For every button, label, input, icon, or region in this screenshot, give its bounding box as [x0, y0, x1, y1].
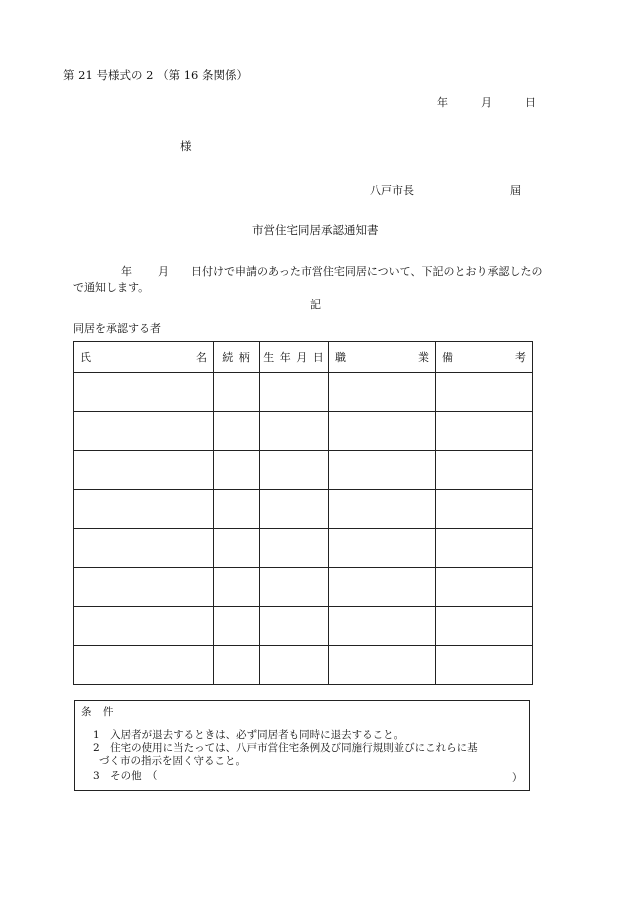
document-title: 市営住宅同居承認通知書 — [252, 223, 379, 237]
conditions-heading: 条 件 — [81, 706, 118, 718]
name-cell[interactable] — [74, 529, 214, 568]
relation-cell[interactable] — [214, 568, 260, 607]
ki-marker: 記 — [310, 298, 321, 311]
birthdate-cell[interactable] — [260, 412, 329, 451]
birthdate-cell[interactable] — [260, 568, 329, 607]
birthdate-cell[interactable] — [260, 607, 329, 646]
relation-cell[interactable] — [214, 529, 260, 568]
birthdate-cell[interactable] — [260, 451, 329, 490]
issuer-name: 八戸市長 — [370, 184, 414, 197]
notes-cell[interactable] — [436, 568, 533, 607]
notes-cell[interactable] — [436, 646, 533, 685]
birthdate-cell[interactable] — [260, 490, 329, 529]
condition-item-3: 3 その他 （ — [93, 770, 158, 782]
name-cell[interactable] — [74, 373, 214, 412]
birthdate-cell[interactable] — [260, 646, 329, 685]
name-cell[interactable] — [74, 568, 214, 607]
issuer — [370, 182, 521, 198]
table-row — [74, 490, 533, 529]
date-year: 年 — [437, 96, 448, 109]
conditions-box — [74, 700, 530, 791]
relation-cell[interactable] — [214, 412, 260, 451]
header-notes: 備 考 — [436, 342, 533, 373]
body-year: 年 — [121, 265, 132, 278]
table-header-row — [74, 342, 533, 373]
header-name: 氏 名 — [74, 342, 214, 373]
cohabitants-table — [73, 341, 533, 685]
addressee-suffix: 様 — [180, 139, 192, 153]
condition-item-2-continued: づく市の指示を固く守ること。 — [99, 755, 246, 767]
occupation-cell[interactable] — [329, 451, 436, 490]
header-occupation: 職 業 — [329, 342, 436, 373]
header-relation: 続 柄 — [214, 342, 260, 373]
notes-cell[interactable] — [436, 412, 533, 451]
occupation-cell[interactable] — [329, 529, 436, 568]
form-number: 第 21 号様式の 2 （第 16 条関係） — [63, 68, 249, 82]
occupation-cell[interactable] — [329, 412, 436, 451]
notes-cell[interactable] — [436, 607, 533, 646]
relation-cell[interactable] — [214, 451, 260, 490]
condition-item-2: 2 住宅の使用に当たっては、八戸市営住宅条例及び同施行規則並びにこれらに基 — [93, 742, 478, 754]
name-cell[interactable] — [74, 412, 214, 451]
body-rest: 日付けで申請のあった市営住宅同居について、下記のとおり承認したので通知します。 — [73, 265, 543, 294]
occupation-cell[interactable] — [329, 568, 436, 607]
name-cell[interactable] — [74, 646, 214, 685]
table-row — [74, 646, 533, 685]
date-month: 月 — [481, 96, 492, 109]
date-line — [437, 94, 536, 110]
relation-cell[interactable] — [214, 646, 260, 685]
name-cell[interactable] — [74, 607, 214, 646]
body-month: 月 — [158, 265, 169, 278]
table-row — [74, 529, 533, 568]
table-caption: 同居を承認する者 — [73, 322, 161, 335]
birthdate-cell[interactable] — [260, 529, 329, 568]
table-row — [74, 451, 533, 490]
relation-cell[interactable] — [214, 607, 260, 646]
body-text — [73, 264, 543, 296]
birthdate-cell[interactable] — [260, 373, 329, 412]
condition-item-3-close: ） — [512, 772, 523, 784]
name-cell[interactable] — [74, 490, 214, 529]
table-row — [74, 568, 533, 607]
condition-item-1: 1 入居者が退去するときは、必ず同居者も同時に退去すること。 — [93, 729, 405, 741]
occupation-cell[interactable] — [329, 373, 436, 412]
table-row — [74, 412, 533, 451]
relation-cell[interactable] — [214, 373, 260, 412]
table-row — [74, 373, 533, 412]
relation-cell[interactable] — [214, 490, 260, 529]
occupation-cell[interactable] — [329, 607, 436, 646]
date-day: 日 — [525, 96, 536, 109]
table-row — [74, 607, 533, 646]
header-birthdate: 生 年 月 日 — [260, 342, 329, 373]
notes-cell[interactable] — [436, 373, 533, 412]
name-cell[interactable] — [74, 451, 214, 490]
occupation-cell[interactable] — [329, 490, 436, 529]
seal-mark: 屆 — [510, 184, 521, 197]
notes-cell[interactable] — [436, 451, 533, 490]
notes-cell[interactable] — [436, 490, 533, 529]
occupation-cell[interactable] — [329, 646, 436, 685]
notes-cell[interactable] — [436, 529, 533, 568]
